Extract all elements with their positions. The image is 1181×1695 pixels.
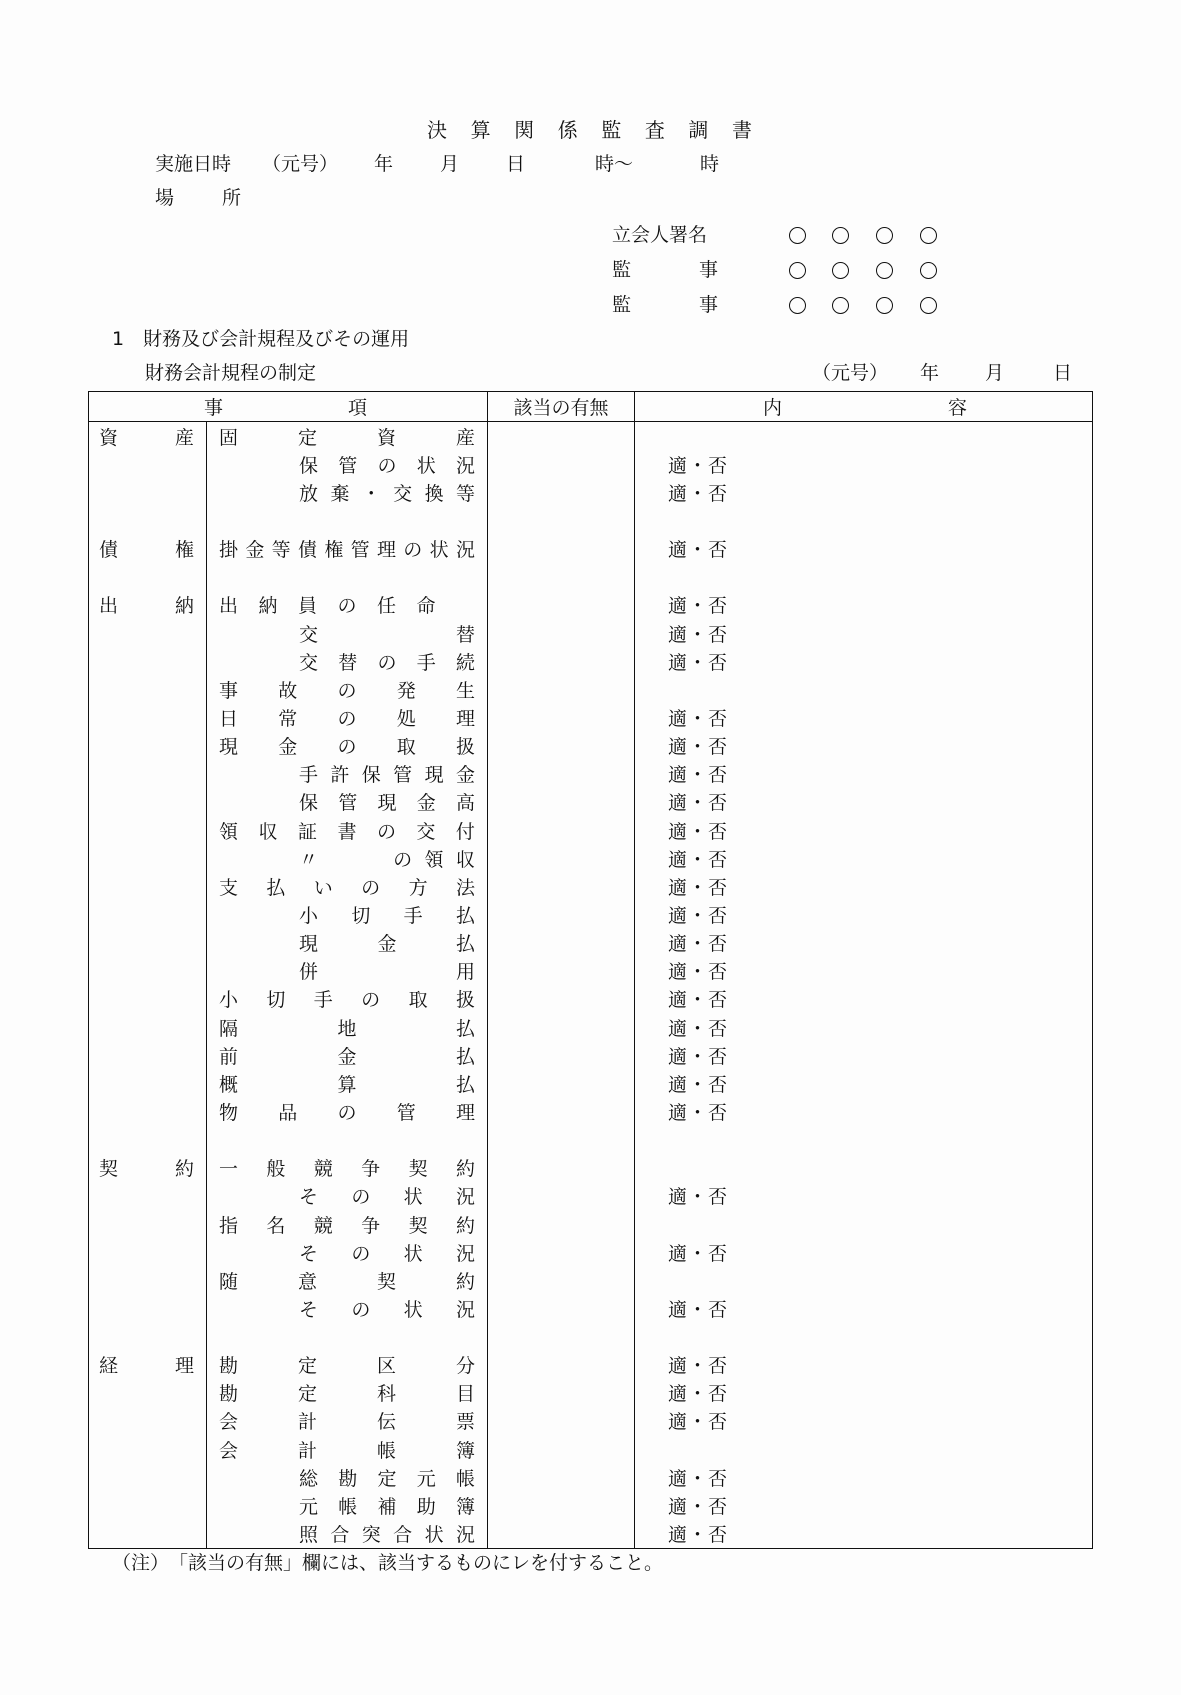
applicable-cell[interactable] [488,900,635,928]
applicable-cell[interactable] [488,675,635,703]
category-cell [89,563,207,591]
content-cell[interactable] [635,478,1093,506]
document-title [427,120,752,140]
item-cell: 放 棄 ・ 交 換 等 [207,478,488,506]
applicable-cell[interactable] [488,1266,635,1294]
applicable-cell[interactable] [488,1519,635,1548]
category-cell: 経 理 [89,1351,207,1379]
item-cell: 隔 地 払 [207,1013,488,1041]
table-row [89,1407,1093,1435]
title-char: 関 [514,118,535,142]
content-cell[interactable] [635,957,1093,985]
eval-options[interactable]: 適・否 [668,904,729,927]
item-cell [207,1126,488,1154]
category-cell: 契 約 [89,1154,207,1182]
table-row [89,1294,1093,1322]
table-row [89,450,1093,478]
applicable-cell[interactable] [488,1323,635,1351]
eval-options[interactable]: 適・否 [668,961,729,984]
category-cell [89,732,207,760]
title-char: 査 [644,118,665,142]
applicable-cell[interactable] [488,1435,635,1463]
eval-options[interactable]: 適・否 [668,792,729,815]
footnote: （注） 「該当の有無」欄には、該当するものにレを付すること。 [112,1552,664,1574]
category-cell [89,1323,207,1351]
item-cell [207,1323,488,1351]
table-row [89,703,1093,731]
section-subheading: 財務会計規程の制定 [145,362,317,384]
item-cell: 会 計 帳 簿 [207,1435,488,1463]
category-cell [89,675,207,703]
seal-circle-icon [832,297,849,314]
applicable-cell[interactable] [488,1407,635,1435]
content-cell[interactable] [635,844,1093,872]
item-cell: 事 故 の 発 生 [207,675,488,703]
table-row [89,1519,1093,1548]
applicable-cell[interactable] [488,506,635,534]
eval-options[interactable]: 適・否 [668,820,729,843]
content-cell[interactable] [635,506,1093,534]
seal-circle-icon [876,227,893,244]
table-row [89,506,1093,534]
item-cell: 領 収 証 書 の 交 付 [207,816,488,844]
content-cell[interactable] [635,563,1093,591]
eval-options[interactable]: 適・否 [668,876,729,899]
content-cell[interactable] [635,1154,1093,1182]
table-row [89,1323,1093,1351]
category-cell [89,1519,207,1548]
signature-label: 監 事 [612,294,718,316]
content-cell[interactable] [635,1013,1093,1041]
applicable-cell[interactable] [488,563,635,591]
table-row [89,478,1093,506]
content-cell[interactable] [635,1126,1093,1154]
table-row [89,422,1093,451]
content-cell[interactable] [635,450,1093,478]
applicable-cell[interactable] [488,535,635,563]
table-row [89,619,1093,647]
eval-options[interactable]: 適・否 [668,764,729,787]
seal-circle-icon [832,227,849,244]
table-row [89,985,1093,1013]
date-day: 日 [506,153,526,175]
applicable-cell[interactable] [488,422,635,451]
applicable-cell[interactable] [488,732,635,760]
eval-options[interactable]: 適・否 [668,1186,729,1209]
category-cell [89,1435,207,1463]
item-cell: 概 算 払 [207,1069,488,1097]
content-cell[interactable] [635,1435,1093,1463]
table-row [89,957,1093,985]
eval-options[interactable]: 適・否 [668,1242,729,1265]
content-cell[interactable] [635,619,1093,647]
table-row [89,1013,1093,1041]
section-heading: 1 財務及び会計規程及びその運用 [112,328,410,350]
eval-options[interactable]: 適・否 [668,1495,729,1518]
item-cell: 〃 の 領 収 [207,844,488,872]
applicable-cell[interactable] [488,1041,635,1069]
category-cell [89,1069,207,1097]
seal-circle-icon [920,227,937,244]
category-cell [89,760,207,788]
applicable-cell[interactable] [488,1126,635,1154]
table-row [89,1069,1093,1097]
section-date-day: 日 [1053,362,1073,384]
eval-options[interactable]: 適・否 [668,707,729,730]
item-cell: 会 計 伝 票 [207,1407,488,1435]
item-cell: 固 定 資 産 [207,422,488,451]
applicable-cell[interactable] [488,872,635,900]
eval-options[interactable]: 適・否 [668,1355,729,1378]
category-cell [89,1463,207,1491]
table-row [89,732,1093,760]
category-cell [89,900,207,928]
signature-label: 監 事 [612,259,718,281]
title-char: 調 [688,118,709,142]
item-cell [207,506,488,534]
applicable-cell[interactable] [488,1238,635,1266]
table-row [89,929,1093,957]
item-cell: そ の 状 況 [207,1238,488,1266]
time-from: 時～ [595,153,634,175]
item-cell: 現 金 の 取 扱 [207,732,488,760]
applicable-cell[interactable] [488,929,635,957]
content-cell[interactable] [635,985,1093,1013]
applicable-cell[interactable] [488,844,635,872]
eval-options[interactable]: 適・否 [668,933,729,956]
item-cell: 前 金 払 [207,1041,488,1069]
content-cell[interactable] [635,1041,1093,1069]
table-row [89,1463,1093,1491]
item-cell: 随 意 契 約 [207,1266,488,1294]
item-cell: 小 切 手 の 取 扱 [207,985,488,1013]
seal-circle-icon [789,262,806,279]
table-row [89,1491,1093,1519]
header-content: 内 容 [635,392,1093,422]
applicable-cell[interactable] [488,703,635,731]
item-cell: 照 合 突 合 状 況 [207,1519,488,1548]
applicable-cell[interactable] [488,591,635,619]
category-cell [89,1294,207,1322]
category-cell [89,872,207,900]
eval-options[interactable]: 適・否 [668,623,729,646]
item-cell [207,563,488,591]
table-row [89,563,1093,591]
eval-options[interactable]: 適・否 [668,848,729,871]
eval-options[interactable]: 適・否 [668,454,729,477]
item-cell: 掛 金 等 債 権 管 理 の 状 況 [207,535,488,563]
table-row [89,591,1093,619]
table-row [89,1379,1093,1407]
eval-options[interactable]: 適・否 [668,539,729,562]
content-cell[interactable] [635,1379,1093,1407]
table-row [89,1126,1093,1154]
category-cell [89,450,207,478]
item-cell: 交 替 [207,619,488,647]
applicable-cell[interactable] [488,1154,635,1182]
applicable-cell[interactable] [488,478,635,506]
applicable-cell[interactable] [488,985,635,1013]
date-year: 年 [374,153,394,175]
category-cell [89,1238,207,1266]
date-label: 実施日時 [155,153,232,175]
seal-circle-icon [920,297,937,314]
eval-options[interactable]: 適・否 [668,651,729,674]
content-cell[interactable] [635,1407,1093,1435]
content-cell[interactable] [635,1210,1093,1238]
title-char: 算 [470,118,491,142]
content-cell[interactable] [635,1323,1093,1351]
applicable-cell[interactable] [488,647,635,675]
title-char: 書 [731,118,752,142]
category-cell [89,844,207,872]
item-cell: 元 帳 補 助 簿 [207,1491,488,1519]
table-row [89,788,1093,816]
content-cell[interactable] [635,788,1093,816]
eval-options[interactable]: 適・否 [668,1467,729,1490]
item-cell: 勘 定 区 分 [207,1351,488,1379]
table-row [89,1182,1093,1210]
applicable-cell[interactable] [488,619,635,647]
applicable-cell[interactable] [488,1294,635,1322]
table-row [89,1435,1093,1463]
content-cell[interactable] [635,816,1093,844]
item-cell: 保 管 の 状 況 [207,450,488,478]
eval-options[interactable]: 適・否 [668,1045,729,1068]
content-cell[interactable] [635,1238,1093,1266]
item-cell: 併 用 [207,957,488,985]
content-cell[interactable] [635,872,1093,900]
item-cell: 総 勘 定 元 帳 [207,1463,488,1491]
eval-options[interactable]: 適・否 [668,1298,729,1321]
table-row [89,647,1093,675]
eval-options[interactable]: 適・否 [668,595,729,618]
table-row [89,900,1093,928]
eval-options[interactable]: 適・否 [668,989,729,1012]
table-row [89,1210,1093,1238]
category-cell [89,957,207,985]
content-cell[interactable] [635,1097,1093,1125]
category-cell [89,1182,207,1210]
category-cell [89,1013,207,1041]
category-cell [89,1126,207,1154]
content-cell[interactable] [635,760,1093,788]
title-char: 係 [557,118,578,142]
table-row [89,816,1093,844]
content-cell[interactable] [635,703,1093,731]
item-cell: 一 般 競 争 契 約 [207,1154,488,1182]
title-char: 決 [427,118,447,142]
header-item: 事 項 [89,392,488,422]
content-cell[interactable] [635,732,1093,760]
item-cell: 小 切 手 払 [207,900,488,928]
item-cell: 物 品 の 管 理 [207,1097,488,1125]
seal-circle-icon [920,262,937,279]
table-row [89,1238,1093,1266]
content-cell[interactable] [635,1069,1093,1097]
place-label: 場 所 [155,187,241,209]
section-date-era: （元号） [812,362,889,384]
content-cell[interactable] [635,1266,1093,1294]
category-cell: 債 権 [89,535,207,563]
content-cell[interactable] [635,535,1093,563]
applicable-cell[interactable] [488,760,635,788]
table-row [89,1154,1093,1182]
category-cell: 資 産 [89,422,207,451]
table-row [89,1351,1093,1379]
eval-options[interactable]: 適・否 [668,1411,729,1434]
category-cell [89,816,207,844]
item-cell: そ の 状 況 [207,1294,488,1322]
category-cell [89,1097,207,1125]
table-row [89,760,1093,788]
section-date-year: 年 [920,362,940,384]
eval-options[interactable]: 適・否 [668,482,729,505]
eval-options[interactable]: 適・否 [668,1524,729,1547]
content-cell[interactable] [635,647,1093,675]
category-cell [89,1407,207,1435]
applicable-cell[interactable] [488,1351,635,1379]
category-cell [89,1491,207,1519]
category-cell: 出 納 [89,591,207,619]
category-cell [89,1266,207,1294]
item-cell: 出 納 員 の 任 命 [207,591,488,619]
eval-options[interactable]: 適・否 [668,1017,729,1040]
content-cell[interactable] [635,1182,1093,1210]
category-cell [89,703,207,731]
content-cell[interactable] [635,900,1093,928]
category-cell [89,478,207,506]
content-cell[interactable] [635,1463,1093,1491]
category-cell [89,506,207,534]
date-month: 月 [440,153,460,175]
item-cell: 交 替 の 手 続 [207,647,488,675]
applicable-cell[interactable] [488,816,635,844]
audit-table [88,391,1093,1549]
seal-circle-icon [789,227,806,244]
table-row [89,675,1093,703]
item-cell: 保 管 現 金 高 [207,788,488,816]
eval-options[interactable]: 適・否 [668,1073,729,1096]
category-cell [89,1379,207,1407]
table-row [89,872,1093,900]
applicable-cell[interactable] [488,788,635,816]
applicable-cell[interactable] [488,1491,635,1519]
date-era: （元号） [262,153,339,175]
category-cell [89,929,207,957]
time-to: 時 [700,153,720,175]
seal-circle-icon [789,297,806,314]
content-cell[interactable] [635,675,1093,703]
title-char: 監 [601,118,622,142]
item-cell: 手 許 保 管 現 金 [207,760,488,788]
content-cell[interactable] [635,1351,1093,1379]
content-cell[interactable] [635,1519,1093,1548]
content-cell[interactable] [635,591,1093,619]
applicable-cell[interactable] [488,1069,635,1097]
table-header-row [89,392,1093,422]
eval-options[interactable]: 適・否 [668,1101,729,1124]
table-row [89,1097,1093,1125]
table-row [89,1266,1093,1294]
signature-label: 立会人署名 [612,224,708,246]
item-cell: 現 金 払 [207,929,488,957]
table-row [89,1041,1093,1069]
applicable-cell[interactable] [488,1013,635,1041]
category-cell [89,788,207,816]
category-cell [89,647,207,675]
header-applicable: 該当の有無 [488,392,635,422]
category-cell [89,1041,207,1069]
eval-options[interactable]: 適・否 [668,1383,729,1406]
content-cell[interactable] [635,929,1093,957]
applicable-cell[interactable] [488,1463,635,1491]
applicable-cell[interactable] [488,1210,635,1238]
item-cell: 支 払 い の 方 法 [207,872,488,900]
applicable-cell[interactable] [488,450,635,478]
table-row [89,535,1093,563]
seal-circle-icon [876,262,893,279]
category-cell [89,619,207,647]
applicable-cell[interactable] [488,1097,635,1125]
applicable-cell[interactable] [488,1182,635,1210]
item-cell: そ の 状 況 [207,1182,488,1210]
section-date-month: 月 [985,362,1005,384]
item-cell: 日 常 の 処 理 [207,703,488,731]
item-cell: 勘 定 科 目 [207,1379,488,1407]
seal-circle-icon [832,262,849,279]
applicable-cell[interactable] [488,957,635,985]
content-cell[interactable] [635,1491,1093,1519]
applicable-cell[interactable] [488,1379,635,1407]
table-row [89,844,1093,872]
category-cell [89,985,207,1013]
item-cell: 指 名 競 争 契 約 [207,1210,488,1238]
category-cell [89,1210,207,1238]
content-cell[interactable] [635,1294,1093,1322]
seal-circle-icon [876,297,893,314]
content-cell[interactable] [635,422,1093,451]
eval-options[interactable]: 適・否 [668,736,729,759]
